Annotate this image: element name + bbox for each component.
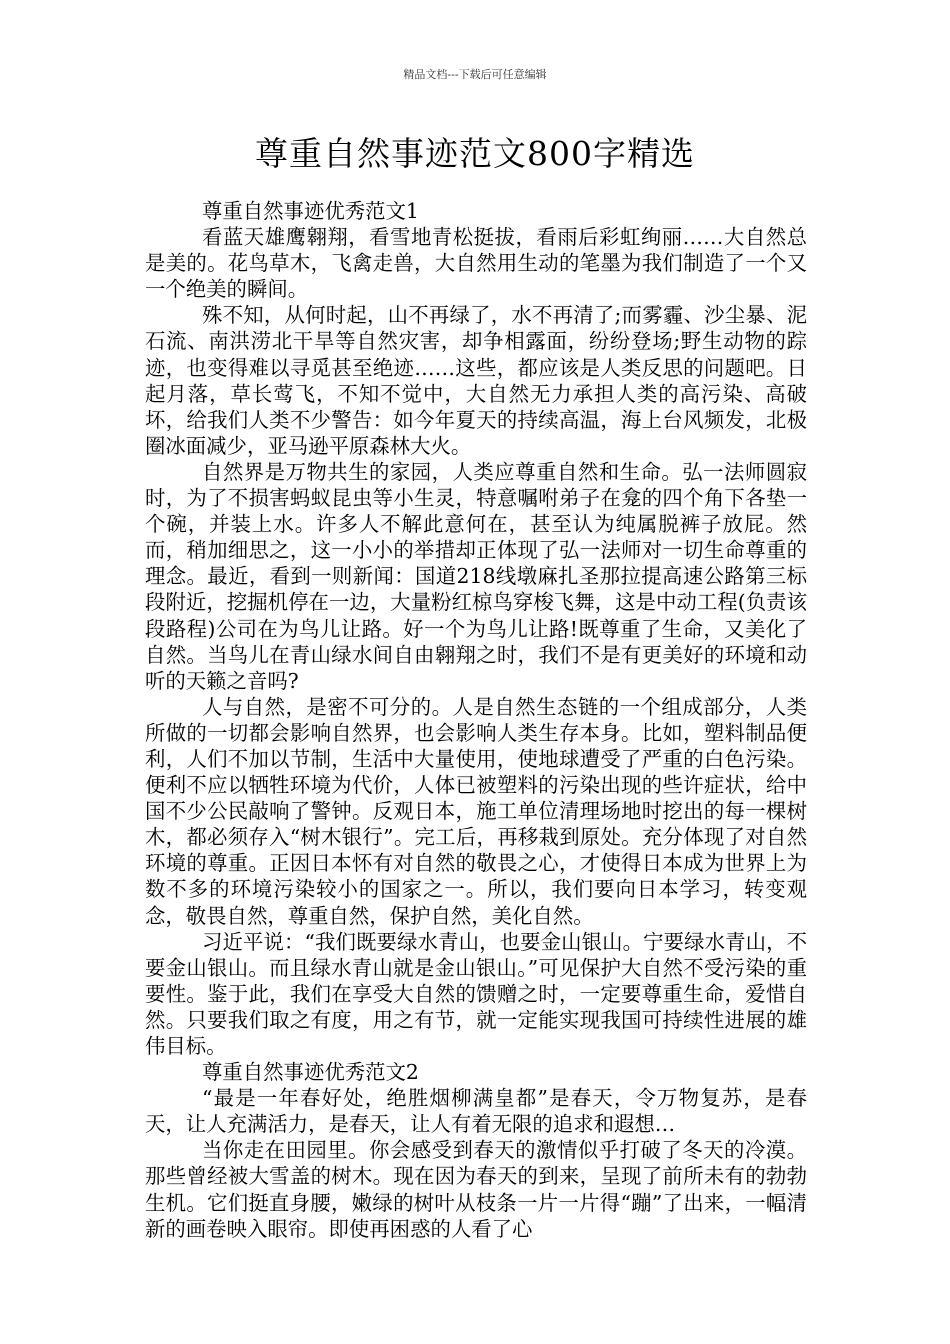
document-body [145, 198, 807, 1241]
header-note: 精品文档---下载后可任意编辑 [403, 68, 547, 81]
body-paragraph: 习近平说：“我们既要绿水青山，也要金山银山。宁要绿水青山，不要金山银山。而且绿水青山就是金山银山。”可见保护大自然不受污染的重要性。鉴于此，我们在享受大自然的馈赠之时，一定要尊重生命，爱惜自然。只要我们取之有度，用之有节，就一定能实现我国可持续性进展的雄伟目标。 [145, 929, 807, 1058]
body-paragraph: 当你走在田园里。你会感受到春天的激情似乎打破了冬天的冷漠。那些曾经被大雪盖的树木。现在因为春天的到来，呈现了前所未有的勃勃生机。它们挺直身腰，嫩绿的树叶从枝条一片一片得“蹦”了出来，一幅清新的画卷映入眼帘。即使再困惑的人看了心 [145, 1138, 807, 1241]
body-paragraph: 殊不知，从何时起，山不再绿了，水不再清了;而雾霾、沙尘暴、泥石流、南洪涝北干旱等自然灾害，却争相露面，纷纷登场;野生动物的踪迹，也变得难以寻觅甚至绝迹……这些，都应该是人类反思的问题吧。日起月落，草长莺飞，不知不觉中，大自然无力承担人类的高污染、高破坏，给我们人类不少警告：如今年夏天的持续高温，海上台风频发，北极圈冰面减少，亚马逊平原森林大火。 [145, 303, 807, 458]
body-paragraph: 自然界是万物共生的家园，人类应尊重自然和生命。弘一法师圆寂时，为了不损害蚂蚁昆虫等小生灵，特意嘱咐弟子在龛的四个角下各垫一个碗，并装上水。许多人不解此意何在，甚至认为纯属脱裤子放屁。然而，稍加细思之，这一小小的举措却正体现了弘一法师对一切生命尊重的理念。最近，看到一则新闻：国道218线墩麻扎圣那拉提高速公路第三标段附近，挖掘机停在一边，大量粉红椋鸟穿梭飞舞，这是中动工程(负责该段路程)公司在为鸟儿让路。好一个为鸟儿让路!既尊重了生命，又美化了自然。当鸟儿在青山绿水间自由翱翔之时，我们不是有更美好的环境和动听的天籁之音吗? [145, 459, 807, 693]
body-paragraph: 看蓝天雄鹰翱翔，看雪地青松挺拔，看雨后彩虹绚丽……大自然总是美的。花鸟草木，飞禽走兽，大自然用生动的笔墨为我们制造了一个又一个绝美的瞬间。 [145, 225, 807, 302]
page-title: 尊重自然事迹范文800字精选 [255, 134, 695, 173]
section-subheading: 尊重自然事迹优秀范文1 [202, 199, 419, 223]
body-paragraph: “最是一年春好处，绝胜烟柳满皇都”是春天，令万物复苏，是春天，让人充满活力，是春天，让人有着无限的追求和遐想… [145, 1086, 807, 1137]
section-subheading: 尊重自然事迹优秀范文2 [202, 1060, 419, 1085]
body-paragraph: 人与自然，是密不可分的。人是自然生态链的一个组成部分，人类所做的一切都会影响自然界，也会影响人类生存本身。比如，塑料制品便利，人们不加以节制，生活中大量使用，使地球遭受了严重的白色污染。便利不应以牺牲环境为代价，人体已被塑料的污染出现的些许症状，给中国不少公民敲响了警钟。反观日本，施工单位清理场地时挖出的每一棵树木，都必须存入“树木银行”。完工后，再移栽到原处。充分体现了对自然环境的尊重。正因日本怀有对自然的敬畏之心，才使得日本成为世界上为数不多的环境污染较小的国家之一。所以，我们要向日本学习，转变观念，敬畏自然，尊重自然，保护自然，美化自然。 [145, 694, 807, 928]
